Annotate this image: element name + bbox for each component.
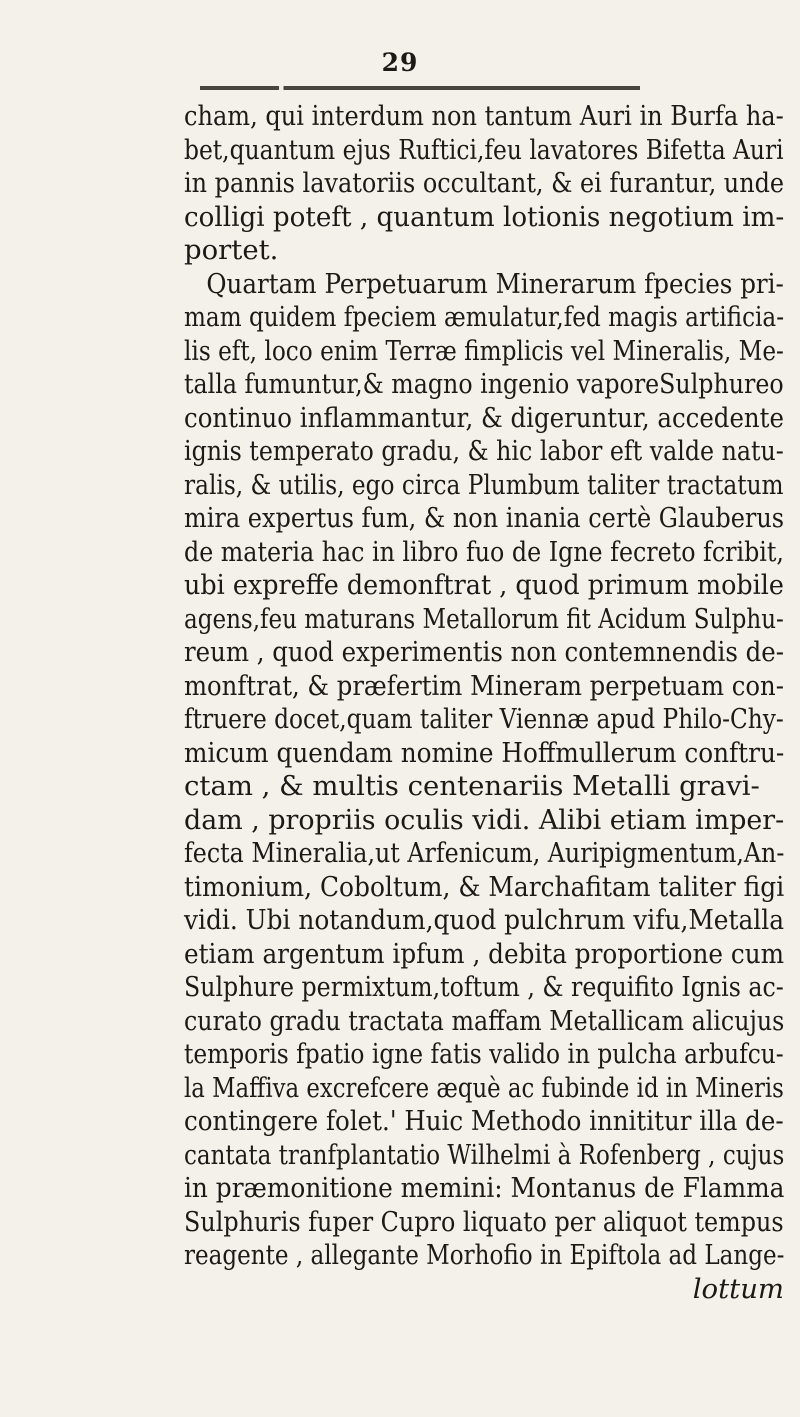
- text-line: fecta Mineralia,ut Arfenicum, Auripigmentum,An-: [184, 837, 785, 869]
- text-line: vidi. Ubi notandum,quod pulchrum vifu,Metalla: [184, 904, 785, 936]
- paragraph-start-line: Quartam Perpetuarum Minerarum fpecies pri-: [206, 267, 784, 300]
- text-line: dam , propriis oculis vidi. Alibi etiam imper-: [184, 803, 785, 836]
- text-line: monftrat, & præfertim Mineram perpetuam con-: [184, 669, 784, 702]
- text-line: in pannis lavatoriis occultant, & ei furantur, unde: [184, 167, 785, 199]
- page-number: 29: [381, 48, 419, 77]
- text-line: timonium, Coboltum, & Marchafitam taliter figi: [184, 870, 785, 903]
- text-line: contingere folet.' Huic Methodo innititur illa de-: [184, 1105, 784, 1137]
- text-line: de materia hac in libro fuo de Igne fecreto fcribit,: [184, 535, 784, 568]
- text-line: ralis, & utilis, ego circa Plumbum taliter tractatum: [184, 468, 784, 501]
- text-line: curato gradu tractata maffam Metallicam alicujus: [184, 1004, 785, 1037]
- text-line: mam quidem fpeciem æmulatur,fed magis artificia-: [184, 301, 785, 333]
- text-line: etiam argentum ipfum , debita proportione cum: [184, 937, 785, 970]
- text-line: micum quendam nomine Hoffmullerum conftru-: [184, 736, 785, 769]
- text-line: agens,feu maturans Metallorum fit Acidum Sulphu-: [184, 602, 784, 635]
- text-line: bet,quantum ejus Ruftici,feu lavatores Bifetta Auri: [184, 133, 784, 166]
- text-line: talla fumuntur,& magno ingenio vaporeSulphureo: [184, 368, 784, 400]
- text-line: la Maffiva excrefcere æquè ac fubinde id in Mineris: [184, 1071, 784, 1104]
- catchword: lottum: [692, 1272, 784, 1305]
- text-line: ctam , & multis centenariis Metalli gravi-: [184, 770, 760, 802]
- text-line: colligi poteft , quantum lotionis negotium im-: [184, 200, 785, 233]
- text-line: continuo inflammantur, & digeruntur, accedente: [184, 401, 784, 434]
- text-line: cham, qui interdum non tantum Auri in Burfa ha-: [184, 100, 784, 132]
- text-line: reagente , allegante Morhofio in Epiftola ad Lange-: [184, 1239, 785, 1271]
- text-line: portet.: [184, 234, 279, 266]
- text-line: temporis fpatio igne fatis valido in pulcha arbufcu-: [184, 1038, 784, 1070]
- text-line: in præmonitione memini: Montanus de Flamma: [184, 1172, 785, 1204]
- text-line: reum , quod experimentis non contemnendis de-: [184, 636, 784, 668]
- header-rule: [200, 86, 640, 90]
- text-line: Sulphure permixtum,toftum , & requifito Ignis ac-: [184, 971, 784, 1003]
- text-line: mira expertus fum, & non inania certè Glauberus: [184, 502, 785, 534]
- text-line: Sulphuris fuper Cupro liquato per aliquot tempus: [184, 1205, 784, 1238]
- text-line: ignis temperato gradu, & hic labor eft valde natu-: [184, 435, 784, 467]
- text-line: ubi expreffe demonftrat , quod primum mobile: [184, 569, 784, 601]
- body-text: [184, 100, 784, 1306]
- text-line: ftruere docet,quam taliter Viennæ apud Philo-Chy-: [184, 703, 784, 735]
- text-line: lis eft, loco enim Terræ fimplicis vel Mineralis, Me-: [184, 334, 784, 367]
- text-line: cantata tranfplantatio Wilhelmi à Rofenberg , cujus: [184, 1138, 785, 1171]
